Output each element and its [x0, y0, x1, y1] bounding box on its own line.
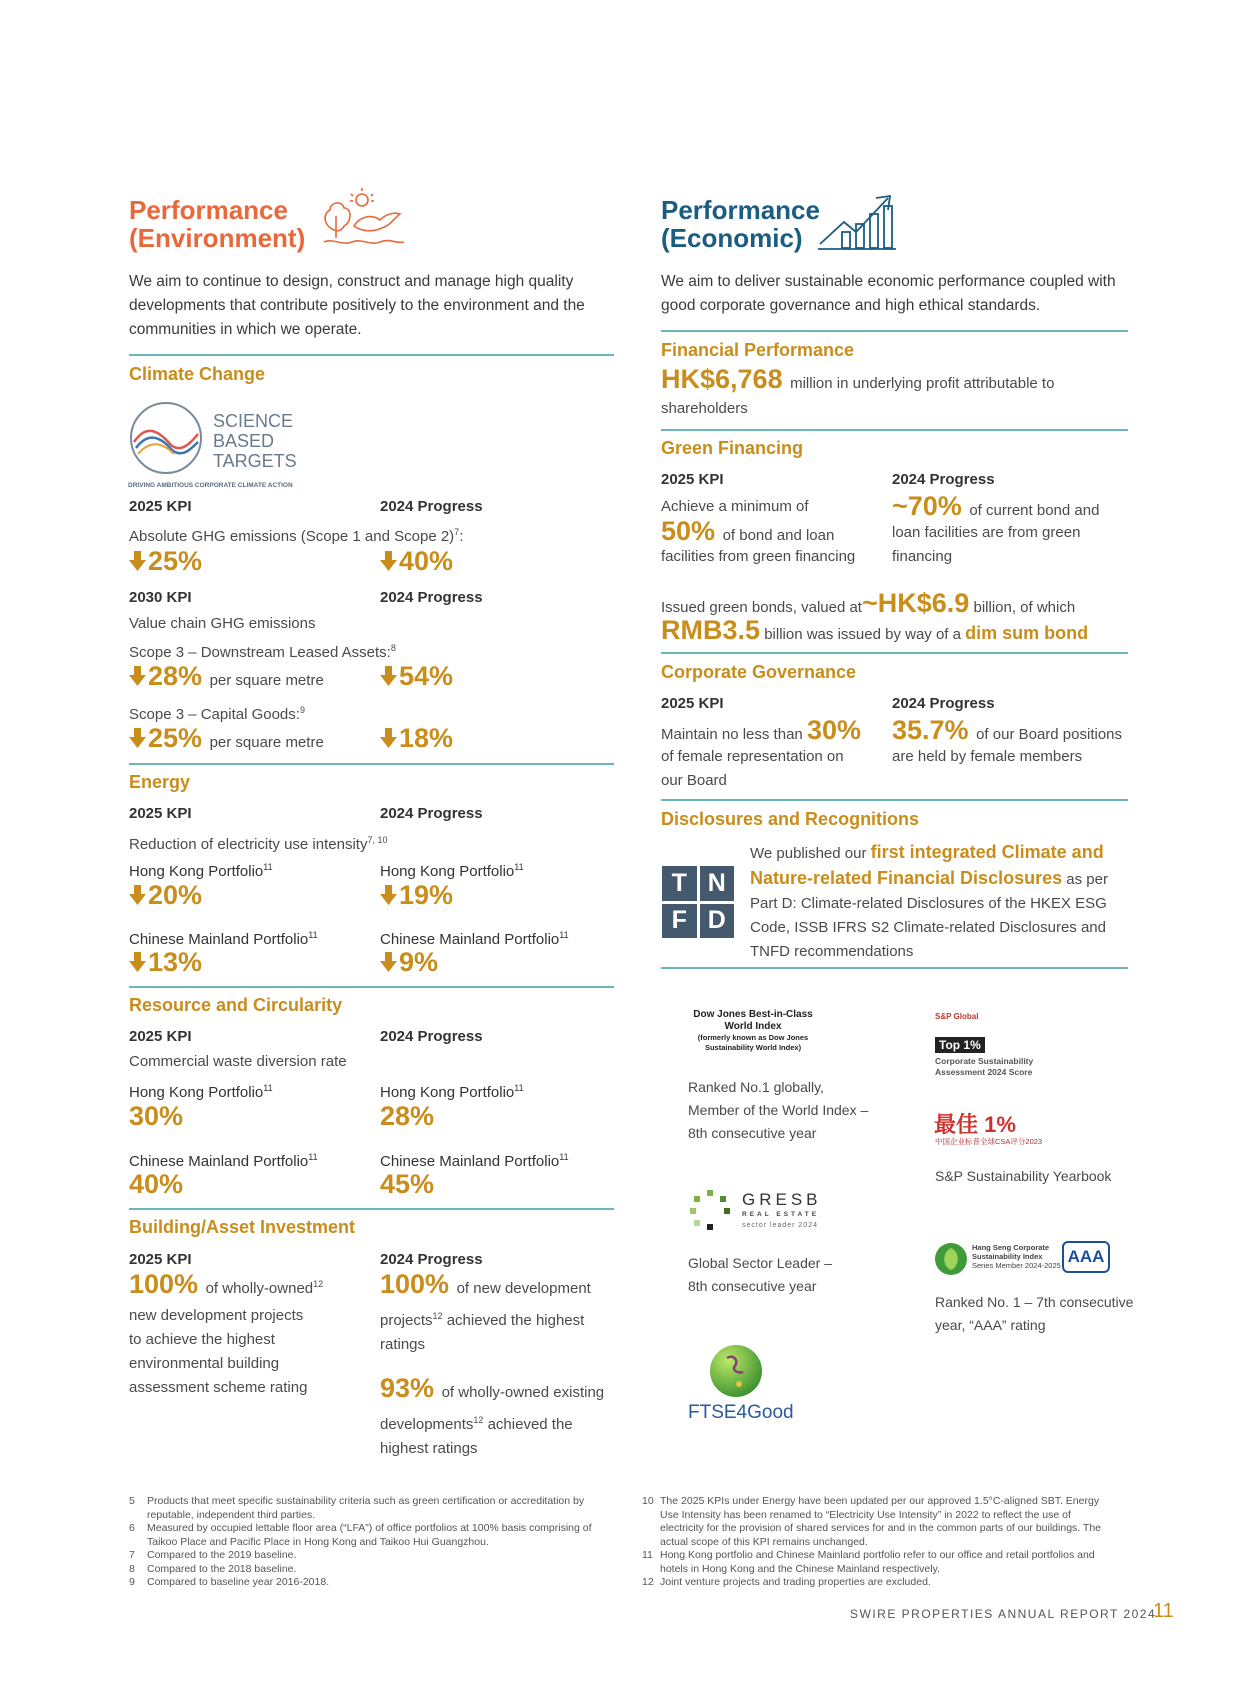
- green-progress-label: 2024 Progress: [892, 471, 995, 488]
- resource-hk-progress: 28%: [380, 1101, 435, 1131]
- sbt-tagline: DRIVING AMBITIOUS CORPORATE CLIMATE ACTION: [128, 482, 293, 489]
- section-divider: [661, 330, 1128, 332]
- down-arrow-icon: [380, 551, 397, 571]
- hang-seng-text: Hang Seng Corporate Sustainability Index Series Member 2024-2025: [972, 1243, 1061, 1270]
- section-divider: [661, 652, 1128, 654]
- financial-value: HK$6,768 million in underlying profit attributable to: [661, 364, 1055, 394]
- report-footer: SWIRE PROPERTIES ANNUAL REPORT 2024: [850, 1607, 1157, 1621]
- disclosures-text: We published our first integrated Climate and Nature-related Financial Disclosures as per Part D: Climate-related Disclosures of the HKEX ESG Code, ISSB IFRS S2 Climate-related Disclosures and TNFD recommendations: [750, 842, 1108, 960]
- economic-title: Performance (Economic): [661, 195, 820, 253]
- governance-progress-value: 35.7% of our Board positions: [892, 715, 1122, 745]
- resource-cm-progress-label: Chinese Mainland Portfolio$^{11}$: [380, 1152, 569, 1170]
- resource-desc: Commercial waste diversion rate: [129, 1053, 347, 1070]
- section-divider: [661, 429, 1128, 431]
- hang-seng-ranking-text: Ranked No. 1 – 7th consecutive year, “AAA” rating: [935, 1294, 1134, 1333]
- footnote: 8 Compared to the 2018 baseline.: [129, 1562, 297, 1575]
- green-kpi-label: 2025 KPI: [661, 471, 724, 488]
- energy-kpi-label: 2025 KPI: [129, 805, 192, 822]
- building-prog2-value: 93% of wholly-owned existing: [380, 1373, 605, 1403]
- economic-intro: We aim to deliver sustainable economic performance coupled with good corporate governance and high ethical standards.: [661, 273, 1116, 314]
- down-arrow-icon: [129, 666, 146, 686]
- gresb-name: GRESB: [742, 1190, 822, 1209]
- governance-progress-text2: are held by female members: [892, 748, 1083, 765]
- sbt-logo-icon: [128, 400, 204, 476]
- footnotes-left: [129, 1495, 619, 1590]
- section-divider: [129, 763, 614, 765]
- climate-progress-label: 2024 Progress: [380, 498, 483, 515]
- green-bonds-issued: Issued green bonds, valued at~HK$6.9 billion, of which: [661, 588, 1076, 618]
- tnfd-logo: T N F D: [662, 866, 734, 938]
- resource-cm-kpi: 40%: [129, 1169, 184, 1199]
- down-arrow-icon: [380, 952, 397, 972]
- resource-cm-label: Chinese Mainland Portfolio$^{11}$: [129, 1152, 318, 1170]
- gresb-leader: sector leader 2024: [742, 1222, 818, 1229]
- governance-kpi-text3: our Board: [661, 772, 727, 789]
- footnote: 11 Hong Kong portfolio and Chinese Mainland portfolio refer to our office and retail portfolios and hotels in Hong Kong and the Chinese Mainland respectively.: [642, 1549, 1095, 1575]
- sp-brand: S&P Global: [935, 1012, 979, 1021]
- governance-kpi-label: 2025 KPI: [661, 695, 724, 712]
- sp-top-badge: Top 1%: [935, 1037, 985, 1053]
- energy-hk-label: Hong Kong Portfolio$^{11}$: [129, 862, 273, 880]
- down-arrow-icon: [129, 885, 146, 905]
- down-arrow-icon: [380, 885, 397, 905]
- nature-icon: [320, 186, 406, 248]
- section-divider: [129, 986, 614, 988]
- sbt-logo-text: SCIENCE BASED TARGETS: [213, 411, 297, 471]
- ghg-progress-value: 40%: [380, 546, 453, 576]
- section-divider: [129, 1208, 614, 1210]
- energy-cm-label: Chinese Mainland Portfolio$^{11}$: [129, 930, 318, 948]
- ftse4good-globe-icon: [709, 1344, 763, 1398]
- energy-hk-progress-label: Hong Kong Portfolio$^{11}$: [380, 862, 524, 880]
- environment-title: Performance (Environment): [129, 195, 306, 253]
- energy-progress-label: 2024 Progress: [380, 805, 483, 822]
- building-kpi-block: 100% of wholly-owned$^{12}$ new development projects to achieve the highest environmental building assessment scheme rating: [129, 1269, 369, 1400]
- resource-kpi-label: 2025 KPI: [129, 1028, 192, 1045]
- ftse4good-text: FTSE4Good: [688, 1402, 794, 1423]
- building-kpi-value: 100% of wholly-owned$^{12}$: [129, 1269, 324, 1299]
- aaa-badge: AAA: [1062, 1241, 1110, 1273]
- down-arrow-icon: [129, 728, 146, 748]
- scope3-leased-text: Scope 3 – Downstream Leased Assets:$^8$: [129, 643, 396, 661]
- gresb-sub: REAL ESTATE: [742, 1211, 820, 1218]
- energy-hk-kpi: 20%: [129, 880, 202, 910]
- green-kpi-text1: Achieve a minimum of: [661, 498, 809, 515]
- sp-yearbook-text: S&P Sustainability Yearbook: [935, 1168, 1112, 1184]
- dj-text: Ranked No.1 globally, Member of the World Index – 8th consecutive year: [688, 1079, 869, 1141]
- dj-logo: Dow Jones Best-in-Class World Index (formerly known as Dow Jones Sustainability World Index): [693, 1009, 813, 1052]
- down-arrow-icon: [380, 666, 397, 686]
- leased-kpi-value: 28% per square metre: [129, 661, 324, 696]
- footnote: 5 Products that meet specific sustainability criteria such as green certification or accreditation by reputable, independent third parties.: [129, 1495, 585, 1521]
- energy-desc: Reduction of electricity use intensity$^{7, 10}$: [129, 835, 388, 853]
- capital-kpi-value: 25% per square metre: [129, 723, 324, 758]
- building-progress-label: 2024 Progress: [380, 1251, 483, 1268]
- ghg-text: Absolute GHG emissions (Scope 1 and Scope 2)$^7$:: [129, 527, 464, 545]
- green-progress-value: ~70% of current bond and: [892, 491, 1100, 521]
- footnotes-right: [642, 1495, 1112, 1590]
- green-kpi-value: 50% of bond and loan: [661, 516, 835, 546]
- progress-2030-label: 2024 Progress: [380, 589, 483, 606]
- gresb-text: Global Sector Leader – 8th consecutive year: [688, 1255, 832, 1294]
- rmb-bonds: RMB3.5 billion was issued by way of a dim sum bond: [661, 615, 1089, 645]
- hang-seng-logo-icon: [934, 1242, 968, 1276]
- energy-cm-progress: 9%: [380, 947, 438, 977]
- energy-hk-progress: 19%: [380, 880, 453, 910]
- capital-progress-value: 18%: [380, 723, 453, 753]
- footnote: 12 Joint venture projects and trading properties are excluded.: [642, 1576, 931, 1588]
- sp-csa-text: Corporate Sustainability Assessment 2024 Score: [935, 1056, 1034, 1077]
- climate-kpi-label: 2025 KPI: [129, 498, 192, 515]
- kpi-2030-label: 2030 KPI: [129, 589, 192, 606]
- building-title: Building/Asset Investment: [129, 1217, 356, 1237]
- gresb-logo-icon: [688, 1188, 732, 1232]
- leased-progress-value: 54%: [380, 661, 453, 691]
- energy-cm-kpi: 13%: [129, 947, 202, 977]
- financial-title: Financial Performance: [661, 340, 855, 360]
- down-arrow-icon: [129, 952, 146, 972]
- down-arrow-icon: [380, 728, 397, 748]
- energy-title: Energy: [129, 772, 191, 792]
- resource-cm-progress: 45%: [380, 1169, 435, 1199]
- climate-change-title: Climate Change: [129, 364, 266, 384]
- disclosures-title: Disclosures and Recognitions: [661, 809, 920, 829]
- value-chain-text: Value chain GHG emissions: [129, 615, 316, 632]
- section-divider: [129, 354, 614, 356]
- resource-hk-kpi: 30%: [129, 1101, 184, 1131]
- footnote: 9 Compared to baseline year 2016-2018.: [129, 1576, 330, 1588]
- environment-intro: We aim to continue to design, construct and manage high quality developments that contribute positively to the environment and the communities in which we operate.: [129, 273, 585, 338]
- resource-hk-progress-label: Hong Kong Portfolio$^{11}$: [380, 1083, 524, 1101]
- governance-title: Corporate Governance: [661, 662, 857, 682]
- governance-progress-label: 2024 Progress: [892, 695, 995, 712]
- green-progress-text2: loan facilities are from green: [892, 524, 1081, 541]
- sp-cn-sub: 中国企业标普全球CSA评分2023: [935, 1137, 1043, 1146]
- resource-hk-label: Hong Kong Portfolio$^{11}$: [129, 1083, 273, 1101]
- down-arrow-icon: [129, 551, 146, 571]
- building-prog1-value: 100% of new development: [380, 1269, 591, 1299]
- section-divider: [661, 799, 1128, 801]
- ghg-kpi-value: 25%: [129, 546, 202, 576]
- page-number: 11: [1153, 1600, 1174, 1622]
- sp-cn-title: 最佳 1%: [934, 1112, 1016, 1137]
- governance-kpi-line1: Maintain no less than 30%: [661, 715, 861, 745]
- building-kpi-label: 2025 KPI: [129, 1251, 192, 1268]
- growth-chart-icon: [818, 192, 896, 252]
- energy-cm-progress-label: Chinese Mainland Portfolio$^{11}$: [380, 930, 569, 948]
- footnote: 10 The 2025 KPIs under Energy have been updated per our approved 1.5°C-aligned SBT. Energy Use Intensity has been renamed to “Electricity Use Intensity” in 2022 to reflect the use of electricity for the provision of shared services for and in the common parts of our buildings. The actual scope of this KPI remains unchanged.: [642, 1495, 1102, 1548]
- financial-text2: shareholders: [661, 400, 748, 417]
- scope3-capital-text: Scope 3 – Capital Goods:$^9$: [129, 705, 305, 723]
- section-divider: [661, 967, 1128, 969]
- green-progress-text3: financing: [892, 548, 953, 565]
- green-financing-title: Green Financing: [661, 438, 804, 458]
- resource-progress-label: 2024 Progress: [380, 1028, 483, 1045]
- footnote: 6 Measured by occupied lettable floor area (“LFA”) of office portfolios at 100% basis comprising of Taikoo Place and Pacific Place in Hong Kong and Taikoo Hui Guangzhou.: [129, 1522, 592, 1548]
- green-kpi-text3: facilities from green financing: [661, 548, 856, 565]
- governance-kpi-text2: of female representation on: [661, 748, 844, 765]
- footnote: 7 Compared to the 2019 baseline.: [129, 1549, 297, 1561]
- building-progress-block: 100% of new development projects$^{12}$ achieved the highest ratings 93% of wholly-owned existing developments$^{12}$ achieved the highest ratings: [380, 1269, 620, 1461]
- resource-title: Resource and Circularity: [129, 995, 343, 1015]
